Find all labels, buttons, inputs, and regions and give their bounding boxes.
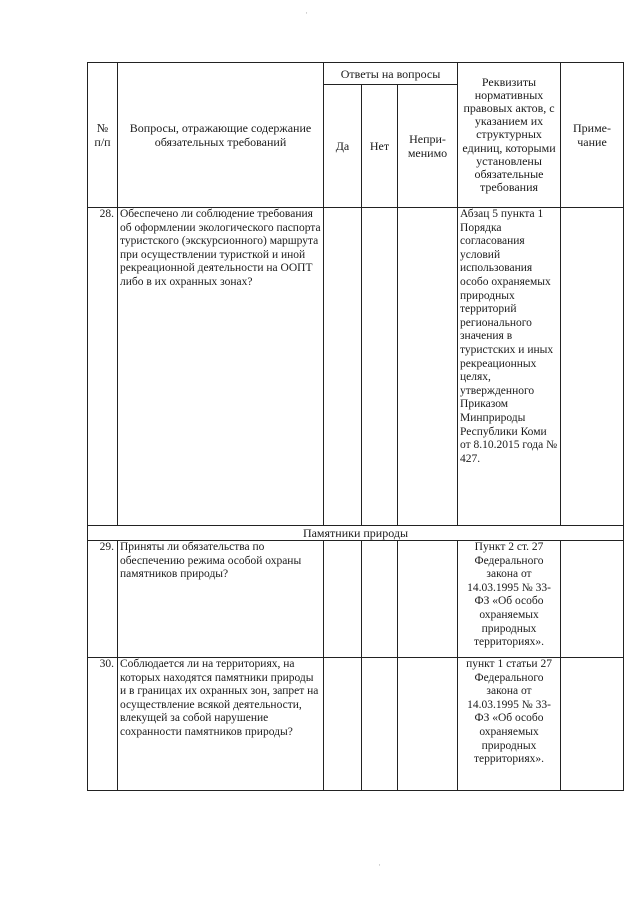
row-question: Соблюдается ли на территориях, на которых находятся памятники природы и в границах их охранных зон, запрет на осуществление всякой деятельности, влекущей за собой нарушение сохранности памятников природы? [118,658,324,791]
table-row [88,208,624,526]
header-requisites: Реквизиты нормативных правовых актов, с указанием их структурных единиц, которыми установлены обязательные требования [458,63,561,208]
header-note: Приме- чание [561,63,624,208]
answer-yes-cell[interactable] [324,658,362,791]
header-questions: Вопросы, отражающие содержание обязательных требований [118,63,324,208]
header-row [88,63,624,85]
answer-na-cell[interactable] [398,541,458,658]
section-row [88,526,624,541]
answer-no-cell[interactable] [362,208,398,526]
answer-no-cell[interactable] [362,541,398,658]
answer-na-cell[interactable] [398,658,458,791]
answer-na-cell[interactable] [398,208,458,526]
table-row [88,658,624,791]
row-number: 29. [88,541,118,658]
row-question: Обеспечено ли соблюдение требования об оформлении экологического паспорта туристского (экскурсионного) маршрута при осуществлении туристкой и иной рекреационной деятельности на ООПТ либо в их охранных зонах? [118,208,324,526]
answer-no-cell[interactable] [362,658,398,791]
header-answers: Ответы на вопросы [324,63,458,85]
row-question: Приняты ли обязательства по обеспечению режима особой охраны памятников природы? [118,541,324,658]
section-title: Памятники природы [88,526,624,541]
header-num: № п/п [88,63,118,208]
answer-yes-cell[interactable] [324,541,362,658]
answer-yes-cell[interactable] [324,208,362,526]
row-requisites: Абзац 5 пункта 1 Порядка согласования условий использования особо охраняемых природных территорий регионального значения в туристских и иных рекреационных целях, утвержденного Приказом Минприроды Республики Коми от 8.10.2015 года № 427. [458,208,561,526]
note-cell[interactable] [561,658,624,791]
row-number: 30. [88,658,118,791]
scan-speck: · [378,860,381,870]
header-yes: Да [324,85,362,208]
checklist-table [87,62,624,791]
header-na: Непри- менимо [398,85,458,208]
table-row [88,541,624,658]
row-number: 28. [88,208,118,526]
header-no: Нет [362,85,398,208]
scan-speck: · [305,8,308,18]
row-requisites: пункт 1 статьи 27 Федерального закона от 14.03.1995 № 33-ФЗ «Об особо охраняемых природных территориях». [458,658,561,791]
note-cell[interactable] [561,541,624,658]
row-requisites: Пункт 2 ст. 27 Федерального закона от 14.03.1995 № 33-ФЗ «Об особо охраняемых природных территориях». [458,541,561,658]
note-cell[interactable] [561,208,624,526]
